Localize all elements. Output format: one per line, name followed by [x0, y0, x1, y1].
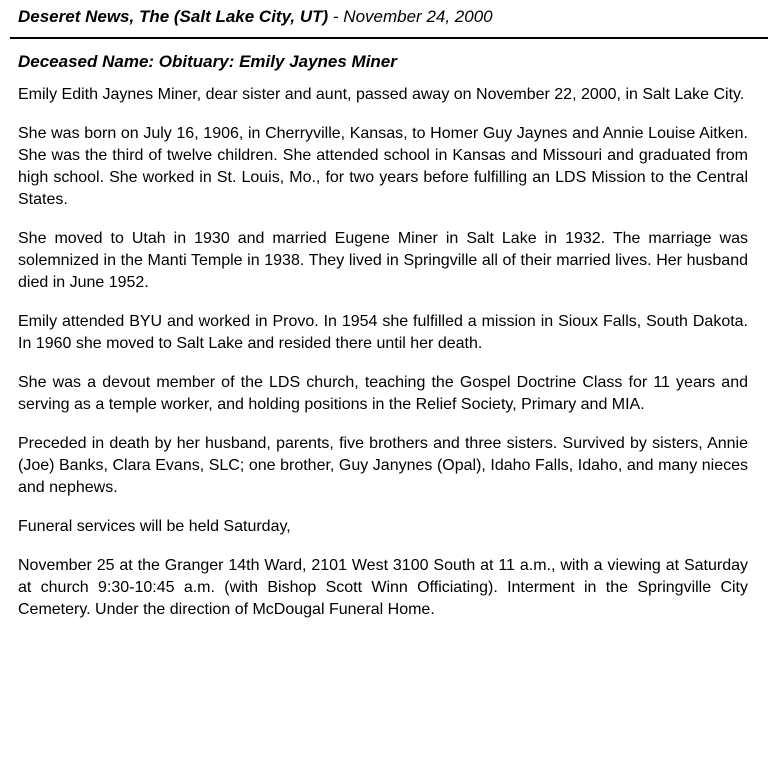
header-separator: -	[328, 7, 344, 26]
paragraph-marriage: She moved to Utah in 1930 and married Eugene Miner in Salt Lake in 1932. The marriage was solemnized in the Manti Temple in 1938. They lived in Springville all of their married lives. Her husband died in June 1952.	[18, 230, 748, 291]
source-header	[18, 6, 748, 28]
paragraph-funeral-details: November 25 at the Granger 14th Ward, 2101 West 3100 South at 11 a.m., with a viewing at Saturday at church 9:30-10:45 a.m. (with Bishop Scott Winn Officiating). Interment in the Springville City Cemetery. Under the direction of McDougal Funeral Home.	[18, 557, 748, 618]
publication-date: November 24, 2000	[343, 7, 493, 26]
paragraph-church-service: She was a devout member of the LDS church, teaching the Gospel Doctrine Class for 11 years and serving as a temple worker, and holding positions in the Relief Society, Primary and MIA.	[18, 374, 748, 413]
paragraph-survivors: Preceded in death by her husband, parents, five brothers and three sisters. Survived by sisters, Annie (Joe) Banks, Clara Evans, SLC; one brother, Guy Janynes (Opal), Idaho Falls, Idaho, and many nieces and nephews.	[18, 435, 748, 496]
obituary-body	[18, 84, 748, 621]
paragraph-birth: She was born on July 16, 1906, in Cherryville, Kansas, to Homer Guy Jaynes and Annie Louise Aitken. She was the third of twelve children. She attended school in Kansas and Missouri and graduated from high school. She worked in St. Louis, Mo., for two years before fulfilling an LDS Mission to the Central States.	[18, 125, 748, 208]
publication-name: Deseret News, The (Salt Lake City, UT)	[18, 7, 329, 26]
paragraph-funeral-intro: Funeral services will be held Saturday,	[18, 518, 291, 535]
paragraph-education-mission: Emily attended BYU and worked in Provo. In 1954 she fulfilled a mission in Sioux Falls, South Dakota. In 1960 she moved to Salt Lake and resided there until her death.	[18, 313, 748, 352]
header-divider	[10, 37, 768, 39]
paragraph-death-notice: Emily Edith Jaynes Miner, dear sister and aunt, passed away on November 22, 2000, in Salt Lake City.	[18, 86, 745, 103]
obituary-title: Deceased Name: Obituary: Emily Jaynes Miner	[18, 52, 397, 71]
